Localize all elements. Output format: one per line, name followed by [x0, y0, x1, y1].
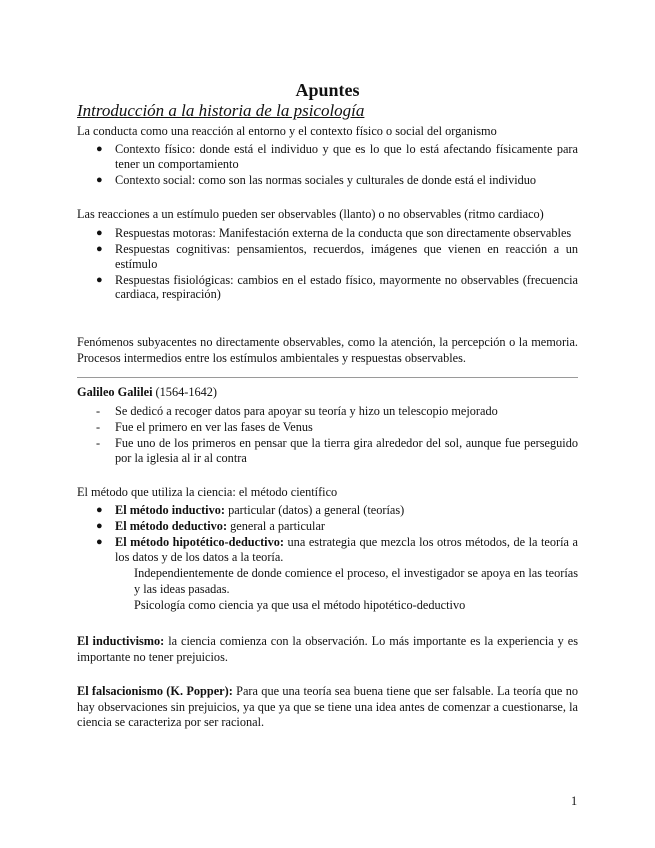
list-item	[96, 503, 578, 518]
horizontal-divider	[77, 377, 578, 378]
list-item	[96, 226, 578, 241]
dash-icon: -	[96, 404, 101, 418]
method-label: El método deductivo:	[115, 519, 228, 533]
list-item-text: Fue uno de los primeros en pensar que la tierra gira alrededor del sol, aunque fue perseguido por la iglesia al ir al contra	[115, 436, 578, 465]
indented-paragraph: Independientemente de donde comience el proceso, el investigador se apoya en las teorías y las ideas pasadas.	[134, 566, 578, 596]
list-item	[96, 242, 578, 271]
list-item	[96, 173, 578, 188]
page-title: Apuntes	[295, 80, 360, 100]
bullet-icon: ●	[96, 243, 103, 255]
list-item	[96, 436, 578, 465]
galileo-name: Galileo Galilei	[77, 385, 153, 399]
paragraph-metodo: El método que utiliza la ciencia: el método científico	[77, 485, 338, 499]
list-item-text: Respuestas cognitivas: pensamientos, recuerdos, imágenes que vienen en reacción a un estímulo	[115, 242, 578, 271]
context-list	[96, 142, 578, 189]
list-item	[96, 142, 578, 171]
galileo-list	[96, 404, 578, 467]
indented-paragraph: Psicología como ciencia ya que usa el método hipotético-deductivo	[134, 598, 466, 612]
page-number: 1	[571, 794, 578, 808]
list-item	[96, 519, 578, 534]
list-item-text: Contexto social: como son las normas sociales y culturales de donde está el individuo	[115, 172, 537, 187]
list-item-text: Respuestas motoras: Manifestación externa de la conducta que son directamente observables	[115, 226, 572, 240]
paragraph-fenomenos: Fenómenos subyacentes no directamente observables, como la atención, la percepción o la memoria. Procesos intermedios entre los estímulos ambientales y respuestas observables.	[77, 335, 578, 365]
bullet-icon: ●	[96, 536, 103, 548]
paragraph-reacciones: Las reacciones a un estímulo pueden ser observables (llanto) o no observables (ritmo cardiaco)	[77, 207, 544, 221]
galileo-heading	[77, 385, 578, 401]
dash-icon: -	[96, 420, 101, 434]
method-label: El método inductivo:	[115, 503, 225, 517]
list-item-text: Fue el primero en ver las fases de Venus	[115, 420, 313, 434]
term-text: la ciencia comienza con la observación. Lo más importante es la experiencia y es importante no tener prejuicios.	[77, 634, 578, 664]
paragraph-falsacionismo	[77, 684, 578, 731]
bullet-icon: ●	[96, 227, 103, 239]
term-text: Para que una teoría sea buena tiene que ser falsable. La teoría que no hay observaciones sin prejuicios, ya que ya que se tiene una idea antes de comenzar a cuestionarse, la ciencia se caracteriza por ser racional.	[77, 684, 578, 729]
term-label: El falsacionismo (K. Popper):	[77, 684, 233, 698]
method-text: particular (datos) a general (teorías)	[225, 503, 405, 517]
list-item	[96, 404, 578, 419]
section-heading: Introducción a la historia de la psicología	[77, 101, 365, 120]
list-item-text: Se dedicó a recoger datos para apoyar su teoría y hizo un telescopio mejorado	[115, 404, 498, 418]
responses-list	[96, 226, 578, 303]
bullet-icon: ●	[96, 520, 103, 532]
list-item	[96, 273, 578, 302]
bullet-icon: ●	[96, 143, 103, 155]
list-item	[96, 535, 578, 564]
paragraph-inductivismo	[77, 634, 578, 665]
method-label: El método hipotético-deductivo:	[115, 535, 284, 549]
list-item	[96, 420, 578, 435]
method-text: una estrategia que mezcla los otros métodos, de la teoría a los datos y de los datos a la teoría.	[115, 535, 578, 564]
bullet-icon: ●	[96, 273, 103, 286]
list-item-text: Respuestas fisiológicas: cambios en el estado físico, mayormente no observables (frecuencia cardiaca, respiración)	[115, 272, 578, 301]
bullet-icon: ●	[96, 504, 103, 516]
list-item-text: Contexto físico: donde está el individuo y que es lo que lo está afectando físicamente para tener un comportamiento	[115, 142, 578, 171]
term-label: El inductivismo:	[77, 634, 165, 648]
methods-list	[96, 503, 578, 566]
bullet-icon: ●	[96, 173, 103, 186]
galileo-dates: (1564-1642)	[152, 385, 218, 399]
method-text: general a particular	[227, 519, 326, 533]
paragraph-conducta: La conducta como una reacción al entorno y el contexto físico o social del organismo	[77, 124, 497, 138]
dash-icon: -	[96, 436, 101, 450]
